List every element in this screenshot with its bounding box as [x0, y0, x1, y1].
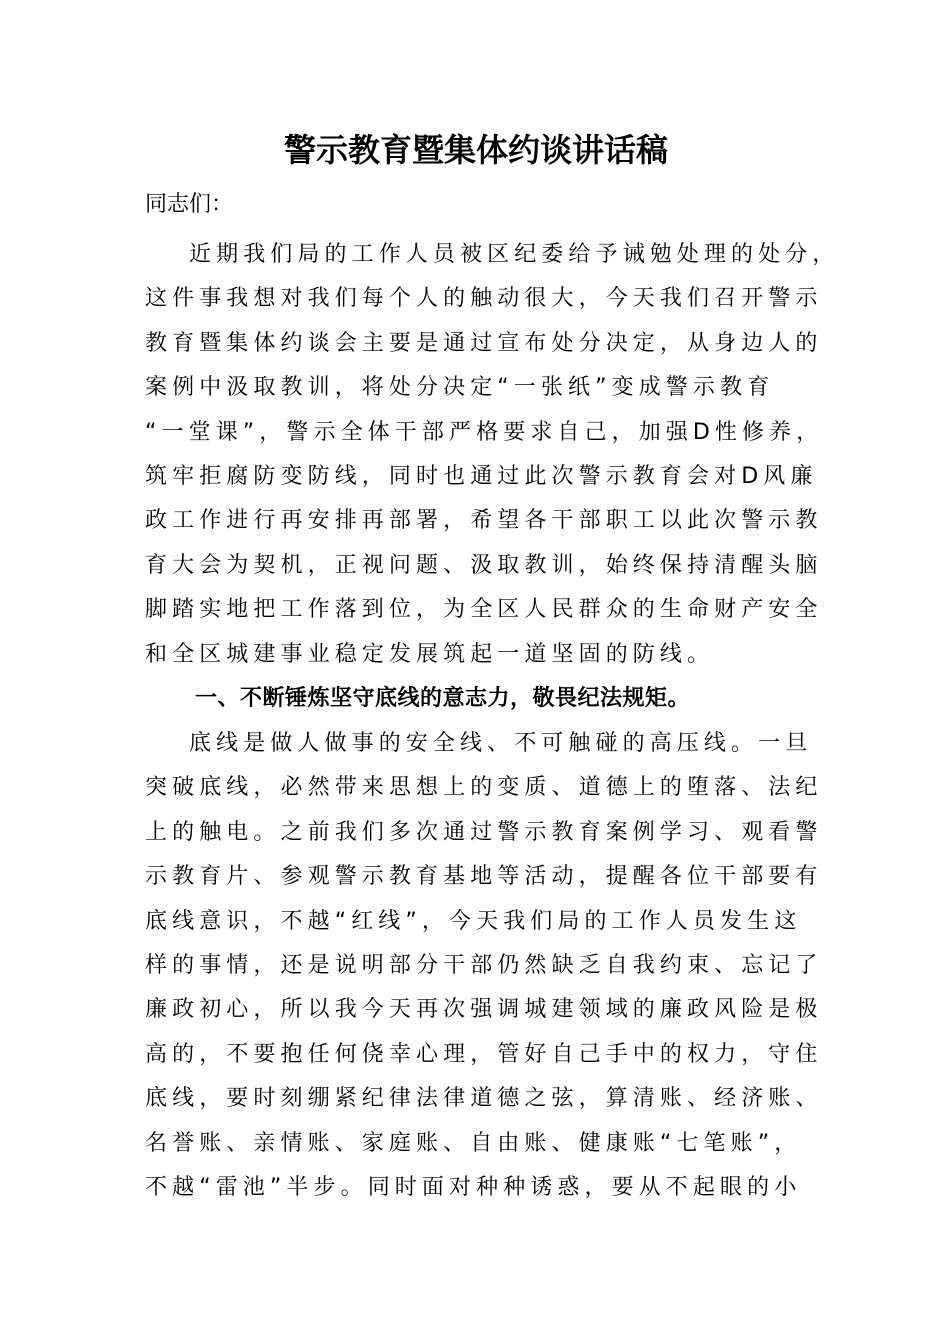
paragraph-2 [145, 722, 823, 1210]
paragraph-line: 脚踏实地把工作落到位，为全区人民群众的生命财产安全 [145, 597, 823, 623]
paragraph-line: 底线意识，不越“红线”，今天我们局的工作人员发生这 [145, 908, 802, 934]
paragraph-line: 高的，不要抱任何侥幸心理，管好自己手中的权力，守住 [145, 1041, 823, 1067]
paragraph-line: 上的触电。之前我们多次通过警示教育案例学习、观看警 [145, 819, 823, 845]
paragraph-line: 政工作进行再安排再部署，希望各干部职工以此次警示教 [145, 508, 823, 534]
section-heading: 一、不断锤炼坚守底线的意志力，敬畏纪法规矩。 [195, 686, 691, 711]
paragraph-line: 这件事我想对我们每个人的触动很大，今天我们召开警示 [145, 286, 823, 312]
paragraph-line: 示教育片、参观警示教育基地等活动，提醒各位干部要有 [145, 864, 823, 890]
paragraph-line: 突破底线，必然带来思想上的变质、道德上的堕落、法纪 [145, 775, 823, 801]
paragraph-1 [145, 233, 840, 677]
paragraph-line: 育大会为契机，正视问题、汲取教训，始终保持清醒头脑 [145, 552, 823, 578]
paragraph-line: 样的事情，还是说明部分干部仍然缺乏自我约束、忘记了 [145, 952, 823, 978]
document-title: 警示教育暨集体约谈讲话稿 [283, 131, 668, 169]
paragraph-line: 不越“雷池”半步。同时面对种种诱惑，要从不起眼的小 [145, 1174, 802, 1200]
paragraph-line: 廉政初心，所以我今天再次强调城建领域的廉政风险是极 [145, 997, 823, 1023]
paragraph-line: 案例中汲取教训，将处分决定“一张纸”变成警示教育 [145, 375, 775, 401]
paragraph-line: 筑牢拒腐防变防线，同时也通过此次警示教育会对D风廉 [145, 463, 818, 489]
paragraph-line: 底线是做人做事的安全线、不可触碰的高压线。一旦 [189, 731, 813, 756]
paragraph-line: 和全区城建事业稳定发展筑起一道坚固的防线。 [145, 641, 715, 667]
paragraph-line: 近期我们局的工作人员被区纪委给予诫勉处理的处分， [189, 242, 840, 267]
section-1-heading-block [145, 677, 807, 721]
paragraph-line: 教育暨集体约谈会主要是通过宣布处分决定，从身边人的 [145, 330, 823, 356]
paragraph-line: 底线，要时刻绷紧纪律法律道德之弦，算清账、经济账、 [145, 1086, 823, 1112]
paragraph-line: “一堂课”，警示全体干部严格要求自己，加强D性修养， [145, 419, 824, 445]
paragraph-line: 名誉账、亲情账、家庭账、自由账、健康账“七笔账”， [145, 1130, 802, 1156]
salutation: 同志们： [145, 192, 234, 217]
